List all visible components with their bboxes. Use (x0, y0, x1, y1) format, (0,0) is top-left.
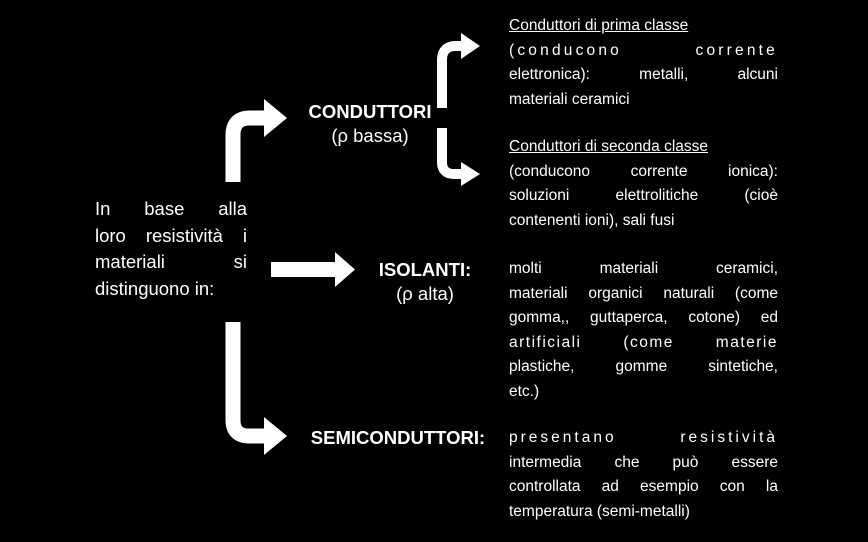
desc-line: plastiche, gomme sintetiche, (509, 358, 778, 375)
intro-text (95, 196, 247, 302)
category-conduttori-name: CONDUTTORI (308, 101, 432, 122)
category-semiconduttori (292, 426, 504, 450)
desc-line: (conducono corrente (509, 41, 778, 59)
desc-line: soluzioni elettrolitiche (cioè (509, 187, 778, 204)
desc-prima-classe (509, 14, 778, 112)
desc-line: (conducono corrente ionica): (509, 162, 778, 180)
desc-semiconduttori (509, 426, 778, 524)
desc-line: temperatura (semi-metalli) (509, 502, 690, 520)
category-conduttori-sub: (ρ bassa) (331, 125, 409, 146)
arrow-to-conduttori (233, 99, 287, 182)
desc-line: materiali ceramici (509, 90, 630, 108)
category-isolanti-name: ISOLANTI: (378, 259, 472, 280)
desc-line: molti materiali ceramici, (509, 260, 778, 277)
arrow-to-isolanti (271, 252, 355, 287)
intro-line: loro resistività i (95, 224, 247, 246)
desc-line: gomma,, guttaperca, cotone) ed (509, 309, 778, 326)
category-semiconduttori-name: SEMICONDUTTORI: (310, 427, 486, 448)
desc-line: presentano resistività (509, 429, 778, 446)
arrow-to-semiconduttori (233, 322, 287, 455)
desc-seconda-classe-title: Conduttori di seconda classe (509, 138, 709, 155)
intro-line: materiali si (95, 251, 247, 272)
desc-line: intermedia che può essere (509, 453, 778, 471)
desc-seconda-classe (509, 135, 778, 233)
desc-line: materiali organici naturali (come (509, 284, 778, 302)
desc-line: contenenti ioni), sali fusi (509, 211, 675, 229)
category-conduttori (290, 100, 450, 148)
category-isolanti (360, 258, 490, 306)
desc-line: elettronica): metalli, alcuni (509, 66, 778, 83)
intro-line: In base alla (95, 198, 247, 219)
category-isolanti-sub: (ρ alta) (396, 283, 454, 304)
desc-line: etc.) (509, 382, 540, 400)
desc-isolanti (509, 257, 778, 404)
desc-prima-classe-title: Conduttori di prima classe (509, 17, 689, 34)
desc-line: artificiali (come materie (509, 333, 778, 351)
arrow-to-prima-classe (442, 33, 480, 108)
intro-line: distinguono in: (95, 277, 215, 299)
desc-line: controllata ad esempio con la (509, 478, 778, 495)
